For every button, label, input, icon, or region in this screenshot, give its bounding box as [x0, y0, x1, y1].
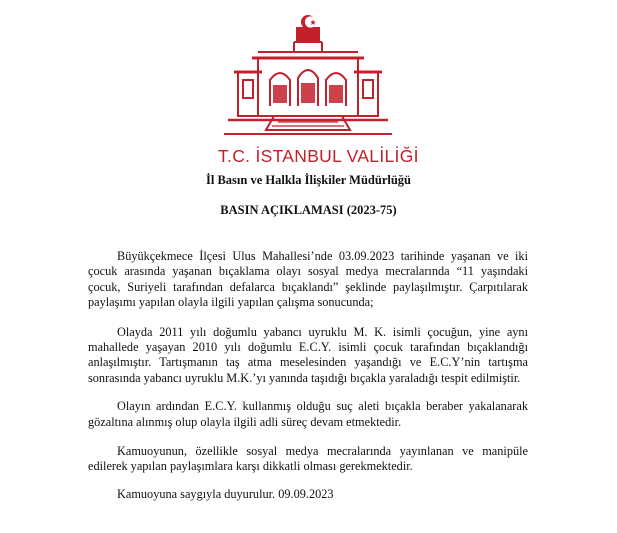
body-paragraph: Olayın ardından E.C.Y. kullanmış olduğu suç aleti bıçakla beraber yakalanarak gözaltına alınmış olup olayla ilgili adli süreç devam etmektedir.	[88, 399, 528, 429]
body-paragraph: Kamuoyunun, özellikle sosyal medya mecralarında yayınlanan ve manipüle edilerek yapılan paylaşımlara karşı dikkatli olması gerekmektedir.	[88, 443, 528, 474]
department-name: İl Basın ve Halkla İlişkiler Müdürlüğü	[205, 173, 412, 187]
logo-text: T.C. İSTANBUL VALİLİĞİ	[218, 146, 419, 166]
istanbul-governorship-logo	[218, 6, 419, 166]
body-paragraph: Olayda 2011 yılı doğumlu yabancı uyruklu M. K. isimli çocuğun, yine aynı mahallede yaşayan 2010 yılı doğumlu E.C.Y. isimli çocuk tarafından bıçaklandığı anlaşılmıştır. Tartışmanın taş atma meselesinden yaşandığı ve E.C.Y’nin tartışma sonrasında yabancı uyruklu M.K.’yı yanında taşıdığı bıçakla yaraladığı tespit edilmiştir.	[88, 324, 528, 385]
closing-line: Kamuoyuna saygıyla duyurulur. 09.09.2023	[117, 487, 334, 502]
body-paragraph: Büyükçekmece İlçesi Ulus Mahallesi’nde 03.09.2023 tarihinde yaşanan ve iki çocuk arasında yaşanan bıçaklama olayı sosyal medya mecralarında “11 yaşındaki çocuk, Suriyeli tarafından defalarca bıçaklandı” şeklinde paylaşılmıştır. Çarpıtılarak paylaşımı yapılan olayla ilgili yapılan çalışma sonucunda;	[88, 249, 528, 310]
document-title: BASIN AÇIKLAMASI (2023-75)	[220, 203, 397, 217]
press-release-body	[88, 249, 528, 515]
governorship-building-emblem	[218, 6, 398, 146]
